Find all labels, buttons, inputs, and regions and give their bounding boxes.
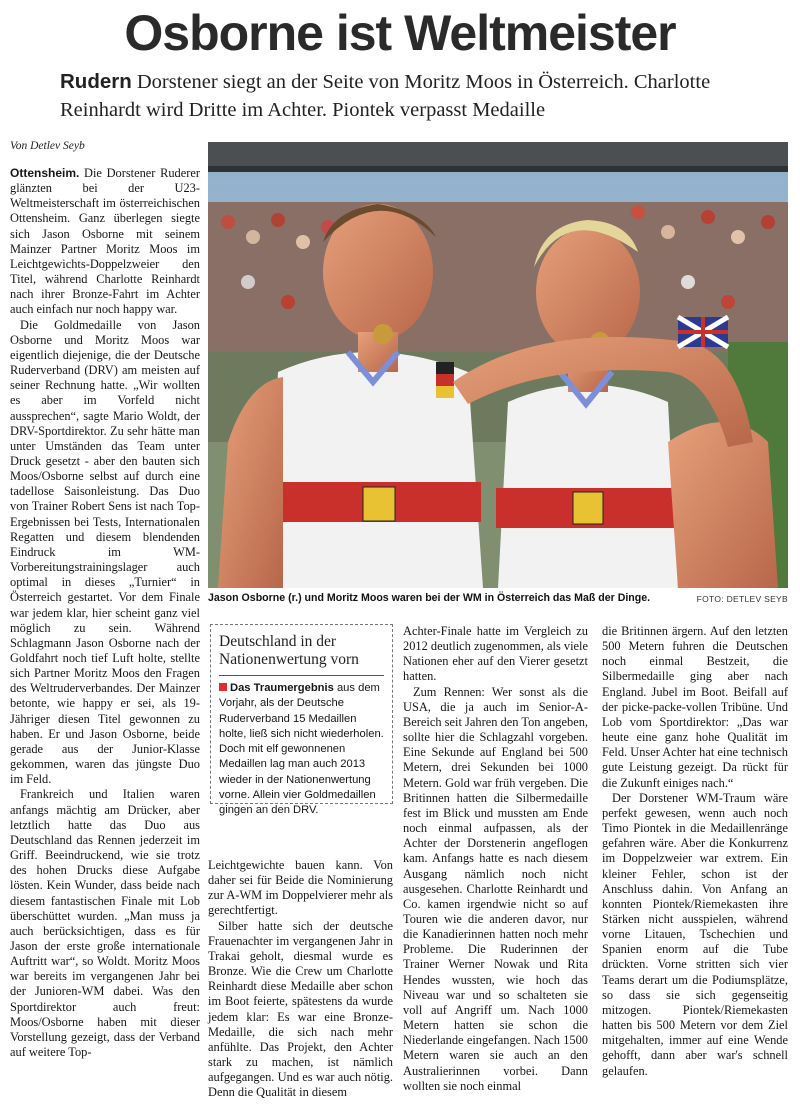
subhead-kicker: Rudern	[60, 70, 132, 93]
col2-paragraph-2: Silber hatte sich der deutsche Frauenachter im vergangenen Jahr in Trakai geholt, diesmal wurde es Bronze. Wie die Crew um Charlotte Reinhardt diese Medaille aber schon im Boot feierte, spätestens da wurde jedem klar: Es war eine Bronze-Medaille, die sich nach mehr anfühlte. Das Projekt, den Achter stark zu machen, ist nämlich aufgegangen. Und es war auch nötig. Denn die Qualität in diesem	[208, 918, 393, 1100]
info-box-body: aus dem Vorjahr, als der Deutsche Ruderverband 15 Medaillen holte, ließ sich nicht wiederholen. Doch mit elf gewonnenen Medaillen lag man auch 2013 wieder in der Nationenwertung vorne. Allein vier Goldmedaillen gingen an den DRV.	[219, 682, 384, 817]
article-column-2	[208, 858, 393, 1101]
info-box-rule	[219, 675, 384, 676]
photo-credit: FOTO: DETLEV SEYB	[696, 594, 788, 604]
subheadline	[60, 68, 760, 124]
headline: Osborne ist Weltmeister	[124, 5, 676, 61]
article-column-4	[602, 624, 788, 1079]
photo-caption: Jason Osborne (r.) und Moritz Moos waren bei der WM in Österreich das Maß der Dinge.	[208, 592, 651, 604]
col3-paragraph-2: Zum Rennen: Wer sonst als die USA, die ja auch im Senior-A-Bereich seit Jahren den Ton angeben, sollte hier die Schlagzahl vorgeben. Eine Sekunde auf England bei 500 Metern, drei Sekunden bei 1000 Metern. Gold war früh vergeben. Die Britinnen hatten die Silbermedaille fest im Blick und mussten am Ende noch einmal aufpassen, als der Achter der Dorstenerin angeflogen kam. Anfangs hatte es nach diesem Ausgang nämlich noch nicht ausgesehen. Charlotte Reinhardt und Co. kamen irgendwie nicht so auf Touren wie die anderen davor, nur die Kanadierinnen hatten noch mehr Probleme. Die Ruderinnen der Trainer Werner Nowak und Rita Hendes wussten, wie hoch das Niveau war und so schalteten sie voll auf Angriff um. Nach 1000 Metern hatten sie schon die Niederlande eingefangen. Nach 1500 Metern waren sie auch an den Australierinnen vorbei. Dann wollten sie noch einmal	[403, 684, 588, 1093]
info-box-title: Deutschland in der Nationenwertung vorn	[219, 633, 359, 668]
dateline: Ottensheim.	[10, 166, 80, 180]
col1-paragraph-1: Die Dorstener Ruderer glänzten bei der U23-Weltmeisterschaft im österreichischen Ottensheim. Ganz überlegen siegte sich Jason Osborne mit seinem Mainzer Partner Moritz Moos im Leichtgewichts-Doppelzweier den Titel, während Charlotte Reinhardt nach ihrer Bronze-Fahrt im Achter auch einfach nur noch happy war.	[10, 166, 200, 317]
photo-illustration	[208, 142, 788, 588]
subhead-text: Dorstener siegt an der Seite von Moritz Moos in Österreich. Charlotte Reinhardt wird Dritte im Achter. Piontek verpasst Medaille	[60, 71, 711, 121]
info-box	[210, 624, 393, 817]
info-box-lead: Das Traumergebnis	[230, 682, 334, 694]
col4-paragraph-2: Der Dorstener WM-Traum wäre perfekt gewesen, wenn auch noch Timo Piontek in die Medaillenränge gefahren wäre. Aber die Konkurrenz im Doppelzweier war extrem. Ein kleiner Fehler, schon ist der Anschluss dahin. Von Anfang an konnten Piontek/Riemekasten ihre Stärken nicht ausspielen, während vorne Litauen, Tschechien und Spanien enorm auf die Tube drückten. Vorne stritten sich vier Teams derart um die Podiumsplätze, so dass sie sich gegenseitig mitzogen. Piontek/Riemekasten hatten bis 500 Metern vor dem Ziel mitgehalten, immer auf eine Wende gehofft, dann aber war's schnell gelaufen.	[602, 790, 788, 1078]
col4-paragraph-1: die Britinnen ärgern. Auf den letzten 500 Metern fuhren die Deutschen noch einmal Bestzeit, die Silbermedaille ging aber nach England. Jubel im Boot. Beifall auf der picke-packe-vollen Tribüne. Und Lob vom Sportdirektor: „Das war heute eine ganz hohe Qualität im Feld. Unser Achter hat eine technisch gute Leistung gezeigt. Da rückt für die Zukunft einiges nach.“	[602, 624, 788, 790]
article-column-3	[403, 624, 588, 1094]
col1-paragraph-3: Frankreich und Italien waren anfangs mächtig am Drücker, aber letztlich hatte das Duo aus Deutschland das Rennen jederzeit im Griff. Beeindruckend, wie sie trotz des hohen Drucks diese Aufgabe lösten. Kein Wunder, dass beide nach diesem fantastischen Finale mit Lob überschüttet wurden. „Man muss ja auch berücksichtigen, dass es für Jason der erste große internationale Auftritt war“, so Woldt. Moritz Moos war bereits im vergangenen Jahr bei der Junioren-WM dabei. Was den Sportdirektor auch freut: Moos/Osborne haben mit dieser Vorstellung gezeigt, dass der Verband auf weitere Top-	[10, 787, 200, 1060]
red-square-icon	[219, 683, 227, 691]
byline: Von Detlev Seyb	[10, 140, 85, 152]
col1-paragraph-2: Die Goldmedaille von Jason Osborne und Moritz Moos war eigentlich diejenige, die der Deutsche Ruderverband (DRV) am meisten auf seiner Rechnung hatte. „Wir wollten es aber im Vorfeld nicht aussprechen“, sagte Mario Woldt, der DRV-Sportdirektor. Zu sehr hätte man unter Umständen das Team unter Druck gesetzt - aber den bauten sich Moos/Osborne selbst auf durch eine tadellose Saisonleistung. Das Duo von Trainer Robert Sens ist nach Top-Ergebnissen bei Tests, Internationalen Regatten und diesem blendenden Eindruck im WM-Vorbereitungstrainingslager auch optimal in dieses „Turnier“ in Österreich gestartet. Vor dem Finale war jedem klar, hier scheint ganz viel möglich zu sein. Während Schlagmann Jason Osborne nach der Goldfahrt noch tief Luft holte, stellte sich Partner Moritz Moos den Fragen des Weltruderverbandes. Der Mainzer betonte, wie happy er sei, als 19-Jähriger diesen Titel gewonnen zu haben. Er und Jason Osborne, beide gerade aus der Junior-Klasse gekommen, waren das jüngste Duo im Feld.	[10, 317, 200, 787]
col2-paragraph-1: Leichtgewichte bauen kann. Von daher sei für Beide die Nominierung zur A-WM im Doppelvierer mehr als gerechtfertigt.	[208, 858, 393, 918]
article-column-1	[10, 166, 200, 1060]
info-box-text	[219, 681, 384, 819]
col3-paragraph-1: Achter-Finale hatte im Vergleich zu 2012 deutlich zugenommen, als viele Nationen eher auf den Vierer gesetzt hatten.	[403, 624, 588, 684]
athletes-photo	[208, 142, 788, 588]
